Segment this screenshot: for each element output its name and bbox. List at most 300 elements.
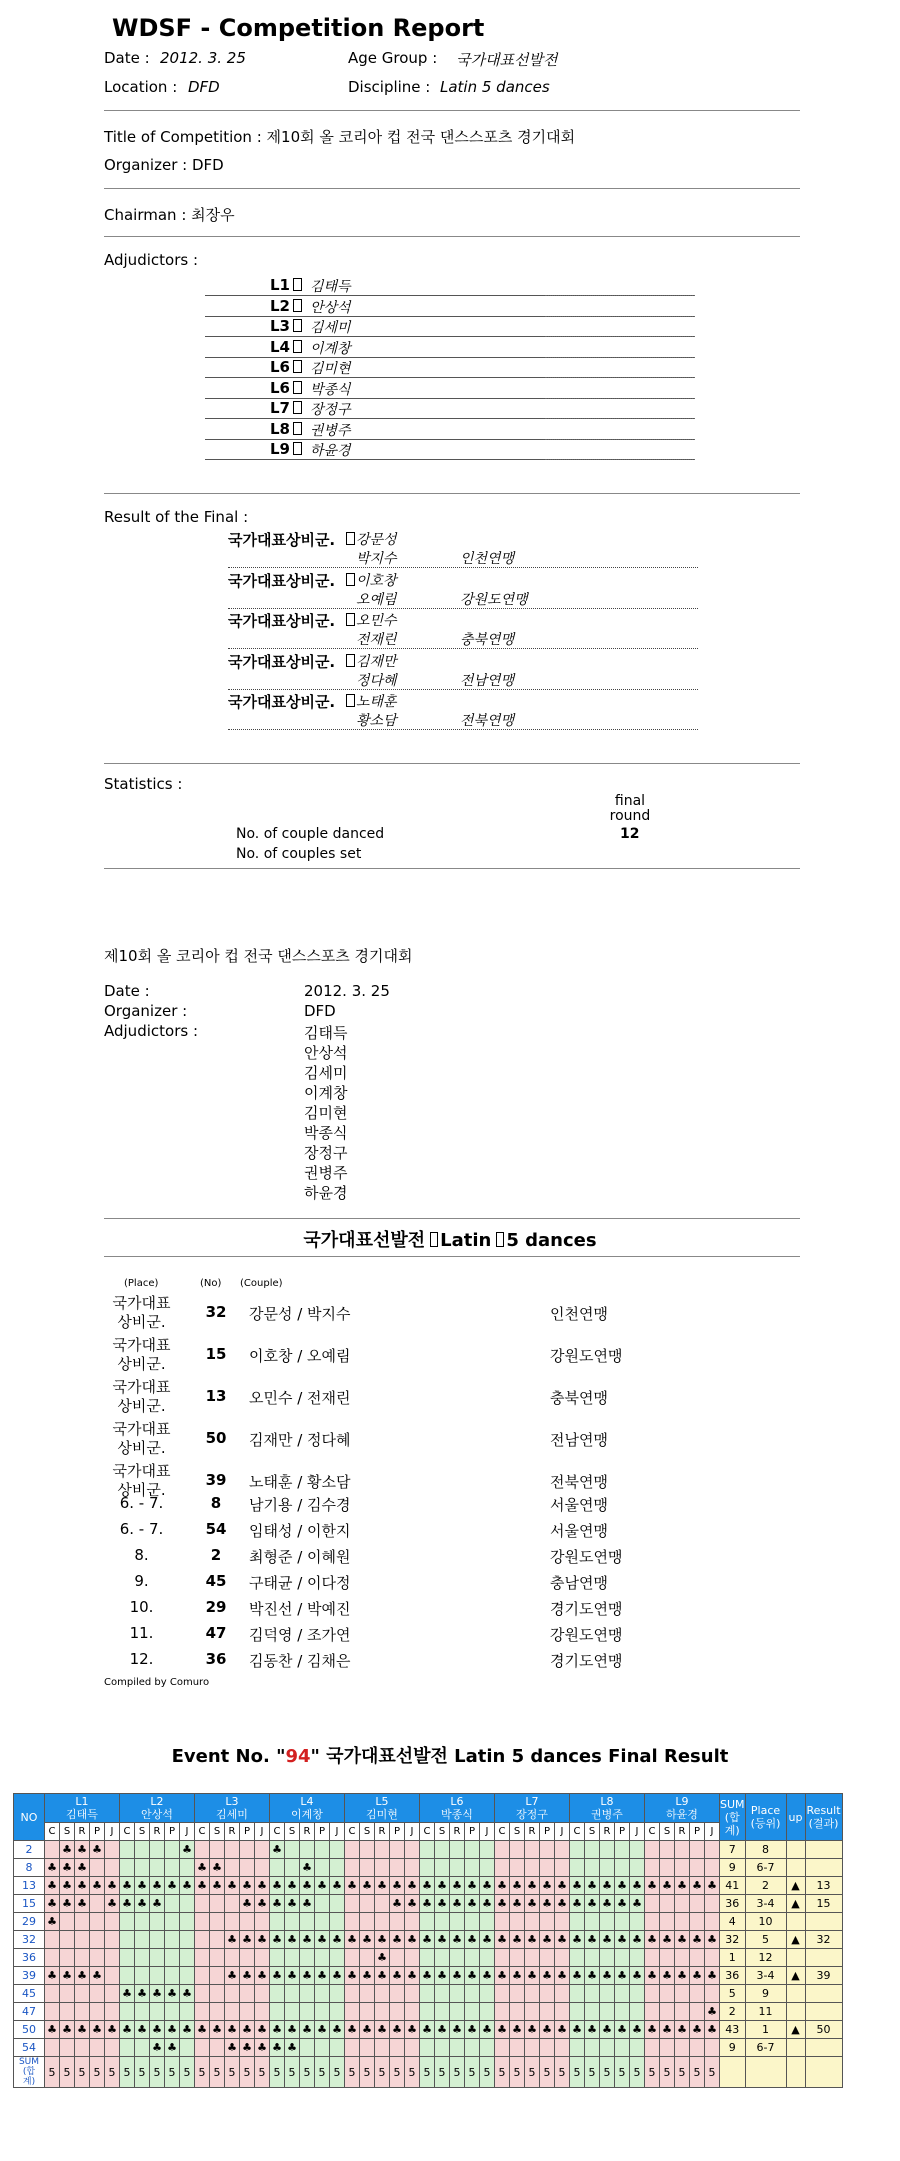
box-glyph	[293, 422, 302, 435]
mark-cell: ♣	[480, 1931, 495, 1949]
mark-cell: ♣	[390, 1895, 405, 1913]
empty-cell	[510, 1913, 525, 1931]
empty-cell	[495, 2003, 510, 2021]
judge-name: 안상석	[141, 1808, 173, 1821]
empty-cell	[45, 2003, 60, 2021]
empty-cell	[510, 2003, 525, 2021]
col-place-header: (Place)	[124, 1278, 159, 1289]
adjudicator-name: 이계창	[310, 340, 351, 357]
grid-sum: 43	[720, 2021, 746, 2039]
mark-cell: ♣	[585, 2021, 600, 2039]
empty-cell	[510, 2039, 525, 2057]
empty-cell	[495, 1859, 510, 1877]
summary-adjudicator: 김미현	[304, 1104, 348, 1122]
adjudicator-name: 박종식	[310, 381, 351, 398]
sum-cell: 5	[690, 2057, 705, 2088]
mark-cell: ♣	[525, 2021, 540, 2039]
empty-cell	[90, 2003, 105, 2021]
empty-cell	[210, 2039, 225, 2057]
final-partner-b: 정다혜	[356, 672, 397, 689]
mark-cell: ♣	[465, 1877, 480, 1895]
final-result-entry	[228, 570, 698, 610]
mark-cell: ♣	[375, 1877, 390, 1895]
judge-name: 권병주	[591, 1808, 623, 1821]
grid-up	[786, 2003, 805, 2021]
sum-cell: 5	[360, 2057, 375, 2088]
empty-cell	[225, 1985, 240, 2003]
mark-cell: ♣	[315, 1877, 330, 1895]
dance-letter: R	[375, 1823, 390, 1841]
ranking-place-line: 8.	[134, 1546, 149, 1564]
mark-cell: ♣	[405, 1877, 420, 1895]
mark-cell: ♣	[225, 2021, 240, 2039]
mark-cell: ♣	[300, 1859, 315, 1877]
grid-result	[805, 1841, 842, 1859]
empty-cell	[465, 1985, 480, 2003]
mark-cell: ♣	[135, 1985, 150, 2003]
adjudicator-row	[205, 398, 695, 419]
mark-cell: ♣	[225, 1877, 240, 1895]
mark-cell: ♣	[570, 2021, 585, 2039]
grid-sum-row	[14, 2057, 843, 2088]
grid-sum: 2	[720, 2003, 746, 2021]
judge-header	[570, 1794, 645, 1823]
empty-cell	[660, 1895, 675, 1913]
judge-name: 김미현	[366, 1808, 398, 1821]
sum-cell: 5	[225, 2057, 240, 2088]
dance-letter: C	[45, 1823, 60, 1841]
empty-cell	[615, 1841, 630, 1859]
grid-place: 8	[745, 1841, 786, 1859]
sum-cell: 5	[615, 2057, 630, 2088]
mark-cell: ♣	[300, 2021, 315, 2039]
dance-letter: J	[555, 1823, 570, 1841]
empty-cell	[225, 1913, 240, 1931]
date-value: 2012. 3. 25	[160, 49, 246, 67]
mark-cell: ♣	[285, 1877, 300, 1895]
mark-cell: ♣	[570, 1877, 585, 1895]
empty-cell	[645, 1841, 660, 1859]
empty-cell	[435, 1841, 450, 1859]
grid-row	[14, 1841, 843, 1859]
sum-blank	[805, 2057, 842, 2088]
mark-cell: ♣	[435, 1967, 450, 1985]
adjudicator-code-text: L6	[270, 358, 290, 376]
adjudicator-row	[205, 275, 695, 296]
grid-row	[14, 1931, 843, 1949]
grid-row-number: 47	[14, 2003, 45, 2021]
adjudicators-label: Adjudictors :	[104, 251, 198, 269]
sum-blank	[720, 2057, 746, 2088]
empty-cell	[360, 1949, 375, 1967]
competition-title-label: Title of Competition : 제10회 올 코리아 컵 전국 댄스스포츠 경기대회	[104, 128, 576, 146]
empty-cell	[525, 2039, 540, 2057]
grid-up: ▲	[786, 2021, 805, 2039]
empty-cell	[195, 2003, 210, 2021]
mark-cell: ♣	[420, 1931, 435, 1949]
empty-cell	[600, 1859, 615, 1877]
empty-cell	[75, 1913, 90, 1931]
empty-cell	[225, 1841, 240, 1859]
ranking-row	[104, 1378, 724, 1418]
mark-cell: ♣	[630, 1931, 645, 1949]
final-partner-b: 황소담	[356, 713, 397, 729]
mark-cell: ♣	[675, 2021, 690, 2039]
empty-cell	[120, 1949, 135, 1967]
empty-cell	[300, 1949, 315, 1967]
empty-cell	[375, 1841, 390, 1859]
empty-cell	[330, 1949, 345, 1967]
judge-name: 김태득	[66, 1808, 98, 1821]
sum-cell: 5	[525, 2057, 540, 2088]
empty-cell	[255, 2003, 270, 2021]
mark-cell: ♣	[660, 2021, 675, 2039]
adjudicator-row	[205, 357, 695, 378]
grid-title: Event No. "94" 국가대표선발전 Latin 5 dances Final Result	[171, 1746, 729, 1767]
judge-code: L5	[375, 1795, 389, 1808]
box-glyph	[346, 613, 355, 626]
adjudicator-name: 안상석	[310, 299, 351, 316]
ranking-couple: 강문성 / 박지수	[249, 1305, 351, 1323]
empty-cell	[90, 1859, 105, 1877]
sum-cell: 5	[660, 2057, 675, 2088]
final-partner-a: 오민수	[356, 613, 397, 629]
empty-cell	[600, 2039, 615, 2057]
sum-cell: 5	[705, 2057, 720, 2088]
empty-cell	[705, 1859, 720, 1877]
stat-header: final round	[609, 793, 651, 824]
dance-letter: J	[180, 1823, 195, 1841]
mark-cell: ♣	[105, 2021, 120, 2039]
mark-cell: ♣	[240, 2021, 255, 2039]
empty-cell	[600, 1949, 615, 1967]
empty-cell	[105, 1967, 120, 1985]
dance-letter: P	[165, 1823, 180, 1841]
grid-sum: 41	[720, 1877, 746, 1895]
empty-cell	[585, 2039, 600, 2057]
empty-cell	[540, 1841, 555, 1859]
empty-cell	[345, 1841, 360, 1859]
final-association: 강원도연맹	[460, 591, 528, 608]
sum-cell: 5	[45, 2057, 60, 2088]
grid-row	[14, 1949, 843, 1967]
mark-cell: ♣	[675, 1877, 690, 1895]
dance-letter: P	[390, 1823, 405, 1841]
empty-cell	[495, 1985, 510, 2003]
empty-cell	[45, 1985, 60, 2003]
mark-cell: ♣	[600, 2021, 615, 2039]
judge-name: 이계창	[291, 1808, 323, 1821]
mark-cell: ♣	[150, 1985, 165, 2003]
grid-place: 12	[745, 1949, 786, 1967]
ranking-place-line: 상비군.	[117, 1355, 166, 1373]
box-glyph	[293, 381, 302, 394]
ranking-place-line: 국가대표	[112, 1420, 171, 1438]
empty-cell	[195, 1913, 210, 1931]
empty-cell	[180, 1913, 195, 1931]
mark-cell: ♣	[360, 1931, 375, 1949]
grid-sum: 36	[720, 1895, 746, 1913]
grid-row-number: 54	[14, 2039, 45, 2057]
mark-cell: ♣	[480, 1895, 495, 1913]
mark-cell: ♣	[465, 2021, 480, 2039]
empty-cell	[705, 1913, 720, 1931]
ranking-place-line: 6. - 7.	[119, 1520, 164, 1538]
mark-cell: ♣	[270, 1841, 285, 1859]
mark-cell: ♣	[270, 1967, 285, 1985]
dance-letter: R	[600, 1823, 615, 1841]
mark-cell: ♣	[285, 1895, 300, 1913]
place-header	[745, 1794, 786, 1841]
mark-cell: ♣	[345, 1967, 360, 1985]
dance-letter: J	[705, 1823, 720, 1841]
dotted-line	[228, 567, 698, 568]
empty-cell	[420, 1949, 435, 1967]
empty-cell	[375, 2039, 390, 2057]
box-glyph	[430, 1232, 438, 1247]
adjudicator-code	[270, 399, 305, 417]
dance-letter: R	[675, 1823, 690, 1841]
empty-cell	[600, 2003, 615, 2021]
no-header: NO	[14, 1794, 45, 1841]
divider	[104, 1256, 800, 1257]
empty-cell	[450, 2039, 465, 2057]
mark-cell: ♣	[240, 1931, 255, 1949]
mark-cell: ♣	[315, 1967, 330, 1985]
mark-cell: ♣	[660, 1877, 675, 1895]
empty-cell	[615, 1949, 630, 1967]
ranking-association: 전북연맹	[550, 1473, 608, 1491]
judge-name: 장정구	[516, 1808, 548, 1821]
mark-cell: ♣	[405, 2021, 420, 2039]
empty-cell	[360, 2039, 375, 2057]
empty-cell	[510, 1985, 525, 2003]
grid-up	[786, 1841, 805, 1859]
empty-cell	[105, 1859, 120, 1877]
ranking-place-line: 11.	[129, 1624, 154, 1642]
mark-cell: ♣	[420, 1877, 435, 1895]
final-association: 전북연맹	[460, 713, 515, 729]
empty-cell	[75, 1931, 90, 1949]
mark-cell: ♣	[645, 2021, 660, 2039]
empty-cell	[510, 1949, 525, 1967]
empty-cell	[465, 1859, 480, 1877]
empty-cell	[480, 1859, 495, 1877]
empty-cell	[60, 1913, 75, 1931]
empty-cell	[390, 2003, 405, 2021]
event-title: 국가대표선발전 Latin 5 dances	[303, 1230, 597, 1251]
mark-cell: ♣	[510, 1931, 525, 1949]
empty-cell	[525, 1841, 540, 1859]
judge-code: L2	[150, 1795, 164, 1808]
empty-cell	[615, 2003, 630, 2021]
empty-cell	[570, 1841, 585, 1859]
empty-cell	[390, 2039, 405, 2057]
mark-cell: ♣	[210, 2021, 225, 2039]
grid-result: 50	[805, 2021, 842, 2039]
empty-cell	[285, 2003, 300, 2021]
empty-cell	[570, 2039, 585, 2057]
empty-cell	[120, 1931, 135, 1949]
judge-code: L7	[525, 1795, 539, 1808]
box-glyph	[293, 442, 302, 455]
ranking-place-line: 국가대표	[112, 1378, 171, 1396]
empty-cell	[60, 1931, 75, 1949]
grid-row-number: 2	[14, 1841, 45, 1859]
empty-cell	[435, 1859, 450, 1877]
empty-cell	[165, 1913, 180, 1931]
sum-row-label	[14, 2057, 45, 2088]
empty-cell	[105, 2039, 120, 2057]
ranking-place-line: 상비군.	[117, 1397, 166, 1415]
mark-cell: ♣	[375, 2021, 390, 2039]
mark-cell: ♣	[615, 1967, 630, 1985]
sum-cell: 5	[375, 2057, 390, 2088]
dance-letter: S	[360, 1823, 375, 1841]
ranking-place	[104, 1650, 179, 1669]
empty-cell	[660, 1841, 675, 1859]
adjudicator-code-text: L8	[270, 419, 290, 438]
mark-cell: ♣	[270, 2021, 285, 2039]
empty-cell	[375, 1913, 390, 1931]
empty-cell	[540, 2003, 555, 2021]
empty-cell	[555, 1985, 570, 2003]
empty-cell	[495, 1949, 510, 1967]
empty-cell	[360, 1841, 375, 1859]
summary-date-label: Date :	[104, 982, 150, 1000]
sum-cell: 5	[480, 2057, 495, 2088]
mark-cell: ♣	[75, 1877, 90, 1895]
judge-name: 하윤경	[666, 1808, 698, 1821]
empty-cell	[195, 1985, 210, 2003]
empty-cell	[540, 1985, 555, 2003]
grid-up: ▲	[786, 1931, 805, 1949]
empty-cell	[210, 1949, 225, 1967]
judge-code: L4	[300, 1795, 314, 1808]
dotted-line	[228, 689, 698, 690]
empty-cell	[240, 1859, 255, 1877]
box-glyph	[293, 340, 302, 353]
ranking-place	[104, 1546, 179, 1565]
grid-result	[805, 1949, 842, 1967]
empty-cell	[615, 1859, 630, 1877]
empty-cell	[360, 1895, 375, 1913]
result-header	[805, 1794, 842, 1841]
mark-cell: ♣	[705, 1967, 720, 1985]
mark-cell: ♣	[450, 2021, 465, 2039]
empty-cell	[540, 2039, 555, 2057]
mark-cell: ♣	[330, 1877, 345, 1895]
up-header: up	[786, 1794, 805, 1841]
empty-cell	[150, 1913, 165, 1931]
ranking-place	[104, 1520, 179, 1539]
grid-row	[14, 1877, 843, 1895]
empty-cell	[420, 1985, 435, 2003]
adjudicator-name: 김미현	[310, 361, 351, 377]
mark-cell: ♣	[255, 2021, 270, 2039]
mark-cell: ♣	[690, 1967, 705, 1985]
judge-code: L3	[225, 1795, 239, 1808]
header-line: Result	[806, 1804, 841, 1817]
empty-cell	[570, 1949, 585, 1967]
empty-cell	[105, 2003, 120, 2021]
empty-cell	[630, 1949, 645, 1967]
grid-row-number: 32	[14, 1931, 45, 1949]
empty-cell	[420, 1859, 435, 1877]
mark-cell: ♣	[45, 1895, 60, 1913]
dance-letter: J	[480, 1823, 495, 1841]
empty-cell	[120, 2039, 135, 2057]
empty-cell	[630, 1913, 645, 1931]
mark-cell: ♣	[255, 1895, 270, 1913]
empty-cell	[360, 1985, 375, 2003]
empty-cell	[45, 1841, 60, 1859]
mark-cell: ♣	[660, 1931, 675, 1949]
ranking-place-line: 국가대표	[112, 1294, 171, 1312]
sum-cell: 5	[60, 2057, 75, 2088]
mark-cell: ♣	[45, 1877, 60, 1895]
judge-name: 김세미	[216, 1808, 248, 1821]
empty-cell	[585, 1859, 600, 1877]
empty-cell	[585, 1949, 600, 1967]
empty-cell	[510, 1841, 525, 1859]
ranking-number: 15	[205, 1345, 227, 1363]
mark-cell: ♣	[120, 1895, 135, 1913]
dance-letter: P	[540, 1823, 555, 1841]
adjudicator-code	[270, 338, 305, 356]
mark-cell: ♣	[225, 2039, 240, 2057]
empty-cell	[660, 2003, 675, 2021]
ranking-association: 서울연맹	[550, 1496, 608, 1514]
grid-row	[14, 2003, 843, 2021]
empty-cell	[270, 1985, 285, 2003]
empty-cell	[135, 1931, 150, 1949]
empty-cell	[630, 1985, 645, 2003]
empty-cell	[405, 1859, 420, 1877]
empty-cell	[330, 1859, 345, 1877]
final-place: 국가대표상비군.	[228, 693, 336, 711]
empty-cell	[585, 1913, 600, 1931]
empty-cell	[390, 1949, 405, 1967]
empty-cell	[480, 1949, 495, 1967]
mark-cell: ♣	[420, 1967, 435, 1985]
sum-cell: 5	[105, 2057, 120, 2088]
sum-cell: 5	[645, 2057, 660, 2088]
chairman-value: 최장우	[191, 206, 235, 224]
mark-cell: ♣	[435, 1931, 450, 1949]
empty-cell	[210, 2003, 225, 2021]
adjudicator-name: 김세미	[310, 320, 351, 336]
empty-cell	[600, 1985, 615, 2003]
box-glyph	[346, 694, 355, 707]
empty-cell	[555, 1913, 570, 1931]
grid-row-number: 39	[14, 1967, 45, 1985]
empty-cell	[435, 1913, 450, 1931]
ranking-number: 13	[205, 1387, 227, 1405]
empty-cell	[45, 2039, 60, 2057]
ranking-number: 32	[205, 1303, 227, 1321]
empty-cell	[690, 1913, 705, 1931]
mark-cell: ♣	[480, 2021, 495, 2039]
mark-cell: ♣	[60, 1967, 75, 1985]
dotted-line	[545, 459, 695, 460]
mark-cell: ♣	[165, 2021, 180, 2039]
empty-cell	[645, 1949, 660, 1967]
mark-cell: ♣	[105, 1895, 120, 1913]
empty-cell	[120, 1841, 135, 1859]
sum-cell: 5	[390, 2057, 405, 2088]
mark-cell: ♣	[255, 1931, 270, 1949]
